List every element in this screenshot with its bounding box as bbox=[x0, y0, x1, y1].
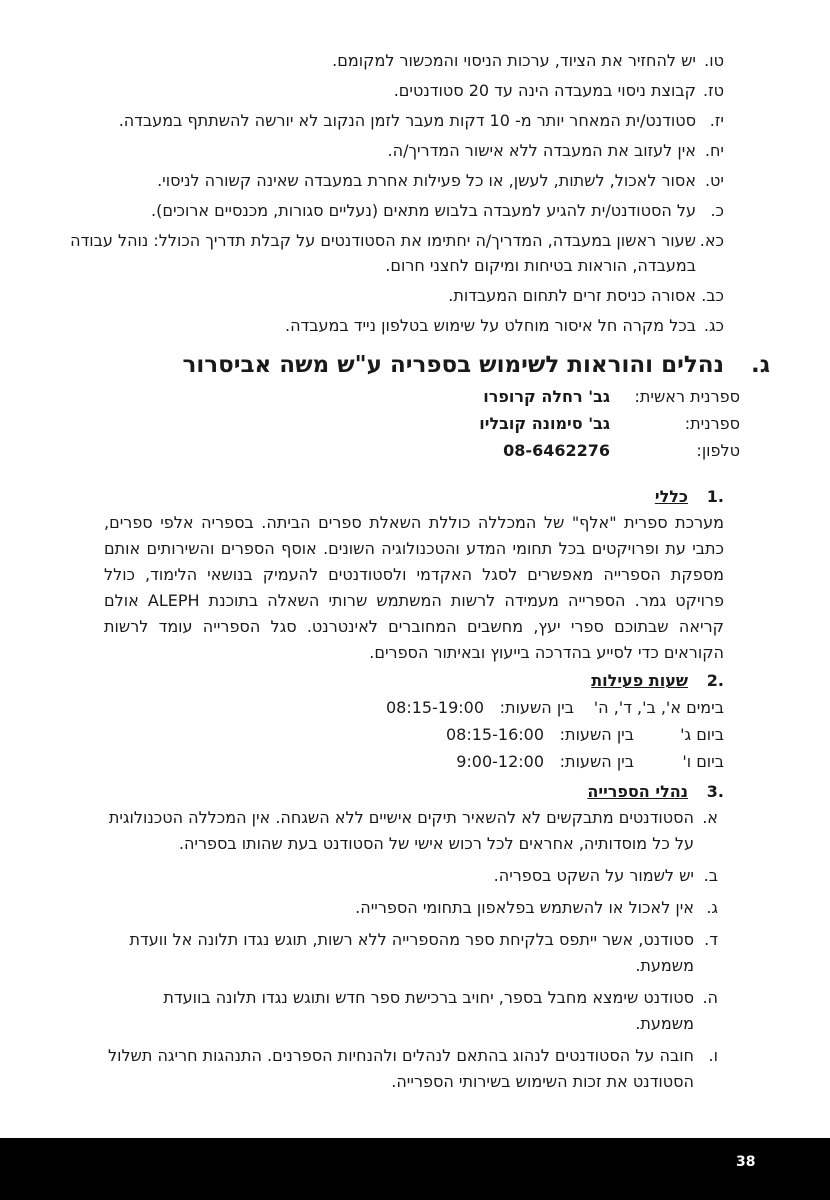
rule-letter: ד. bbox=[704, 930, 718, 949]
rule-text: בכל מקרה חל איסור מוחלט על שימוש בטלפון נייד במעבדה. bbox=[285, 316, 696, 335]
rule-letter: ה. bbox=[702, 988, 718, 1007]
general-paragraph: מערכת ספרית "אלף" של המכללה כוללת השאלת ספרים הביתה. בספריה אלפי ספרים, כתבי עת ופרויקטים בכל תחומי המדע והטכנולוגיה השונים. אוסף הספרים והשירותים אותם מספקת הספרייה מאפשרים לסגל האקדמי ולסטודנטים להעמיק בנושאי הלימוד, כולל פרויקט גמר. הספרייה מעמידה לרשות המשתמש שרותי השאלה בתוכנת ALEPH אולם קריאה שבתוכם ספרי יעץ, מחשבים המחוברים לאינטרנט. סגל הספרייה עומד לרשות הקוראים כדי לסייע בהדרכה בייעוץ ובאיתור הספרים. bbox=[104, 513, 724, 662]
rule-text: על הסטודנט/ית להגיע למעבדה בלבוש מתאים (נעליים סגורות, מכנסיים ארוכים). bbox=[151, 201, 696, 220]
rule-letter: ו. bbox=[708, 1046, 718, 1065]
library-section-heading bbox=[50, 350, 770, 380]
contact-value: גב' סימונה קובליו bbox=[479, 414, 610, 433]
rule-letter: ב. bbox=[703, 866, 718, 885]
contact-label: טלפון: bbox=[696, 441, 740, 460]
hours-row bbox=[104, 748, 724, 775]
rule-item bbox=[44, 283, 724, 308]
subsection-title: כללי bbox=[654, 487, 688, 506]
hours-days: ביום ו' bbox=[682, 752, 724, 771]
rule-text: אסורה כניסת זרים לתחום המעבדות. bbox=[448, 286, 696, 305]
rule-number: טז. bbox=[703, 81, 724, 100]
subsection-number: 1. bbox=[706, 487, 724, 506]
rule-item bbox=[44, 168, 724, 193]
library-rule-item bbox=[104, 1043, 718, 1095]
hours-days: בימים א', ב', ד', ה' bbox=[593, 698, 724, 717]
rule-text: סטודנט שימצא מחבל בספר, יחויב ברכישת ספר חדש ותוגש נגדו תלונה בוועדת משמעת. bbox=[163, 988, 694, 1033]
lab-rules-list bbox=[44, 48, 724, 343]
hours-time: 08:15-19:00 bbox=[386, 698, 484, 717]
section-title: נהלים והוראות לשימוש בספריה ע"ש משה אביסרור bbox=[182, 352, 724, 378]
rule-number: יז. bbox=[709, 111, 724, 130]
hours-time: 08:15-16:00 bbox=[446, 725, 544, 744]
library-rule-item bbox=[104, 863, 718, 889]
page-number: 38 bbox=[736, 1154, 756, 1170]
library-rule-item bbox=[104, 985, 718, 1037]
rule-text: סטודנט/ית המאחר יותר מ- 10 דקות מעבר לזמן הנקוב לא יורשה להשתתף במעבדה. bbox=[118, 111, 696, 130]
hours-between: בין השעות: bbox=[499, 698, 574, 717]
rule-letter: ג. bbox=[706, 898, 718, 917]
rule-text: אין לעזוב את המעבדה ללא אישור המדריך/ה. bbox=[387, 141, 696, 160]
rule-number: כא. bbox=[699, 231, 724, 250]
rule-text: סטודנט, אשר ייתפס בלקיחת ספר מהספרייה ללא רשות, תוגש נגדו תלונה אל וועדת משמעת. bbox=[129, 930, 694, 975]
subsection-heading-hours bbox=[104, 668, 724, 694]
rule-text: יש לשמור על השקט בספריה. bbox=[493, 866, 694, 885]
rule-item bbox=[44, 108, 724, 133]
library-rules-list bbox=[104, 805, 718, 1095]
section-letter: ג. bbox=[750, 352, 770, 378]
rule-text: הסטודנטים מתבקשים לא להשאיר תיקים אישיים ללא השגחה. אין המכללה הטכנולוגית על כל מוסדותיה, אחראים לכל רכוש אישי של הסטודנט בעת שהותו בספריה. bbox=[108, 808, 694, 853]
hours-time: 9:00-12:00 bbox=[456, 752, 544, 771]
subsection-heading-library-rules bbox=[104, 779, 724, 805]
opening-hours bbox=[104, 694, 724, 775]
rule-number: טו. bbox=[704, 51, 724, 70]
contact-value: גב' רחלה קרופרו bbox=[483, 387, 610, 406]
rule-text: חובה על הסטודנטים לנהוג בהתאם לנהלים ולהנחיות הספרנים. התנהגות חריגה תשלול הסטודנט את זכות השימוש בשירותי הספרייה. bbox=[107, 1046, 694, 1091]
rule-item bbox=[44, 78, 724, 103]
subsection-title: נהלי הספרייה bbox=[587, 782, 688, 801]
rule-number: כ. bbox=[710, 201, 724, 220]
library-contacts bbox=[479, 383, 740, 464]
rule-text: יש להחזיר את הציוד, ערכות הניסוי והמכשור למקומם. bbox=[332, 51, 696, 70]
contact-row bbox=[479, 383, 740, 410]
rule-text: קבוצת ניסוי במעבדה הינה עד 20 סטודנטים. bbox=[393, 81, 696, 100]
rule-text: אין לאכול או להשתמש בפלאפון בתחומי הספרייה. bbox=[355, 898, 694, 917]
subsection-number: 3. bbox=[706, 782, 724, 801]
rule-number: כג. bbox=[703, 316, 724, 335]
rule-number: יח. bbox=[704, 141, 724, 160]
rule-item bbox=[44, 228, 724, 278]
library-rule-item bbox=[104, 805, 718, 857]
library-rule-item bbox=[104, 927, 718, 979]
rule-text: שעור ראשון במעבדה, המדריך/ה יחתימו את הסטודנטים על קבלת תדריך הכולל: נוהל עבודה במעבדה, הוראות בטיחות ומיקום לחצני חרום. bbox=[70, 231, 696, 275]
phone-number: 08-6462276 bbox=[503, 441, 610, 460]
hours-between: בין השעות: bbox=[559, 752, 634, 771]
contact-row bbox=[479, 410, 740, 437]
rule-text: אסור לאכול, לשתות, לעשן, או כל פעילות אחרת במעבדה שאינה קשורה לניסוי. bbox=[157, 171, 696, 190]
rule-item bbox=[44, 313, 724, 338]
contact-label: ספרנית: bbox=[684, 414, 740, 433]
footer-bar bbox=[0, 1138, 830, 1200]
rule-item bbox=[44, 138, 724, 163]
hours-between: בין השעות: bbox=[559, 725, 634, 744]
subsection-title: שעות פעילות bbox=[591, 671, 688, 690]
library-body bbox=[104, 484, 724, 1101]
hours-days: ביום ג' bbox=[680, 725, 724, 744]
contact-row bbox=[479, 437, 740, 464]
subsection-number: 2. bbox=[706, 671, 724, 690]
rule-letter: א. bbox=[702, 808, 718, 827]
contact-label: ספרנית ראשית: bbox=[634, 387, 740, 406]
subsection-heading-general bbox=[104, 484, 724, 510]
rule-number: כב. bbox=[701, 286, 724, 305]
library-rule-item bbox=[104, 895, 718, 921]
rule-number: יט. bbox=[704, 171, 724, 190]
rule-item bbox=[44, 48, 724, 73]
hours-row bbox=[104, 721, 724, 748]
rule-item bbox=[44, 198, 724, 223]
hours-row bbox=[104, 694, 724, 721]
